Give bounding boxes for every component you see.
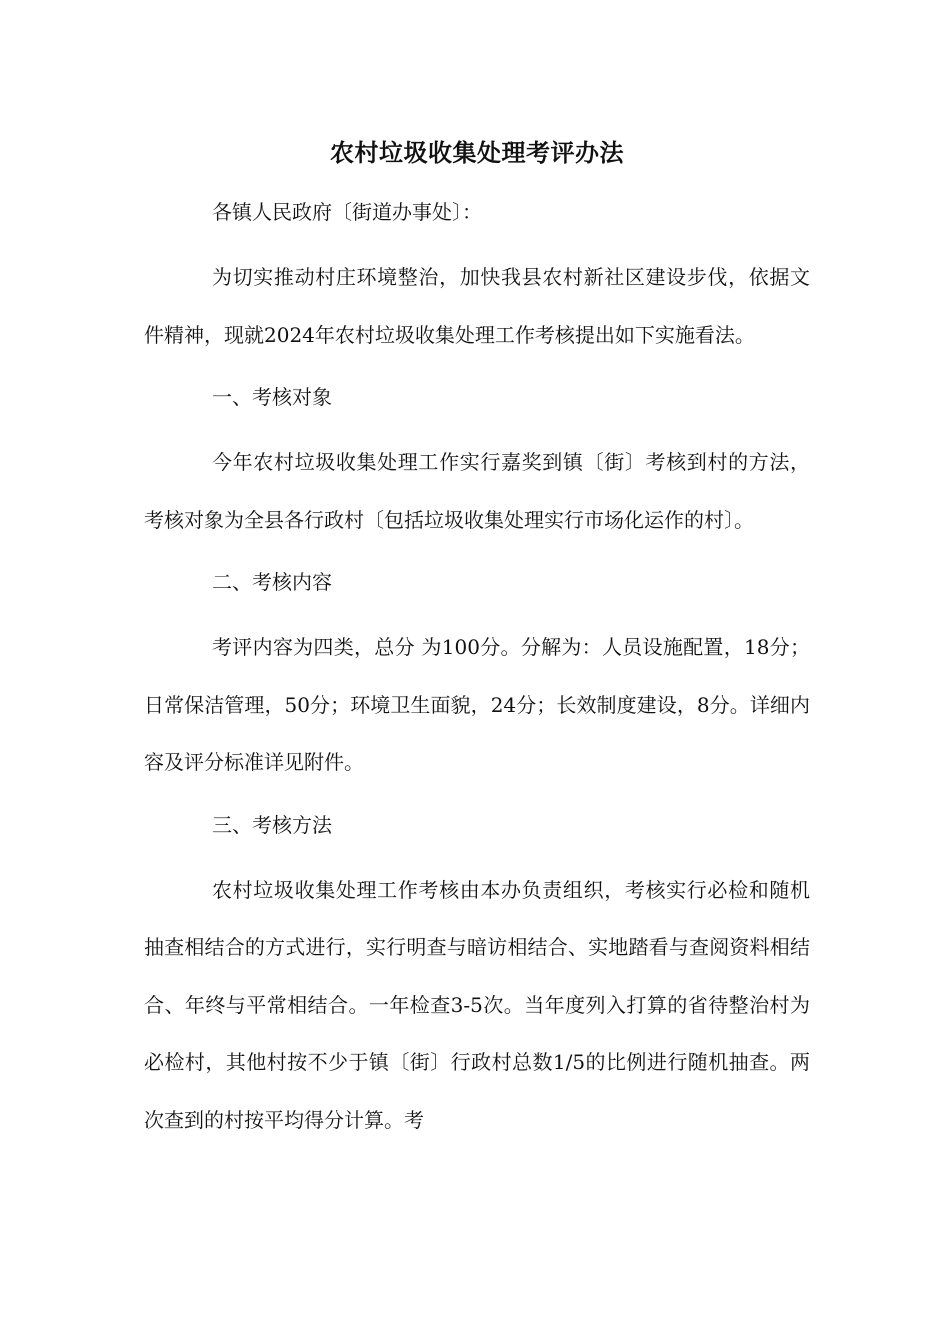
section-body-3: 农村垃圾收集处理工作考核由本办负责组织，考核实行必检和随机抽查相结合的方式进行，实行明查与暗访相结合、实地踏看与查阅资料相结合、年终与平常相结合。一年检查3-5次。当年度列入打算的省待整治村为必检村，其他村按不少于镇〔街〕行政村总数1/5的比例进行随机抽查。两次查到的村按平均得分计算。考 xyxy=(144,877,810,1132)
section-heading-3: 三、考核方法 xyxy=(212,812,332,837)
intro-paragraph: 为切实推动村庄环境整治，加快我县农村新社区建设步伐，依据文件精神，现就2024年农村垃圾收集处理工作考核提出如下实施看法。 xyxy=(144,265,810,347)
salutation: 各镇人民政府〔街道办事处〕： xyxy=(212,200,482,224)
section-body-2: 考评内容为四类，总分 为100分。分解为：人员设施配置，18分；日常保洁管理，50分；环境卫生面貌，24分；长效制度建设，8分。详细内容及评分标准详见附件。 xyxy=(144,635,810,774)
document-title: 农村垃圾收集处理考评办法 xyxy=(330,138,624,167)
section-heading-1: 一、考核对象 xyxy=(212,385,332,409)
section-heading-2: 二、考核内容 xyxy=(212,570,332,594)
section-body-1: 今年农村垃圾收集处理工作实行嘉奖到镇〔街〕考核到村的方法，考核对象为全县各行政村〔包括垃圾收集处理实行市场化运作的村〕。 xyxy=(144,450,810,532)
